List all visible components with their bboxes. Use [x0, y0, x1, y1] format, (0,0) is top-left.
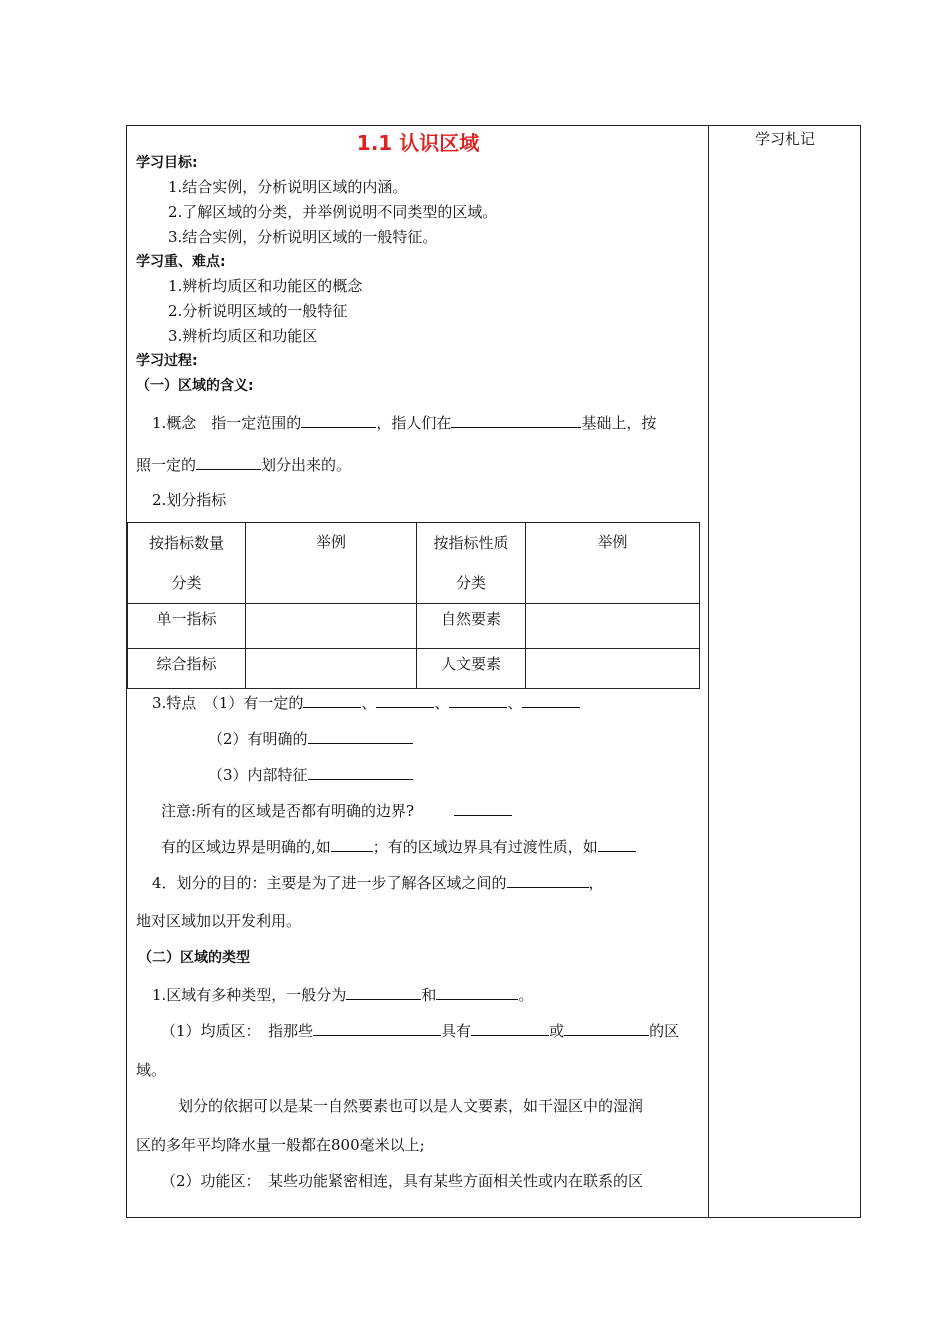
- uniform-region-line-2: 域。: [136, 1061, 167, 1079]
- process-heading: 学习过程:: [136, 353, 198, 369]
- notes-column-header: 学习札记: [754, 130, 815, 148]
- key-point-3: 3.辨析均质区和功能区: [168, 327, 318, 345]
- uniform-region-line-1: [161, 1020, 679, 1041]
- blank-field[interactable]: [308, 728, 413, 744]
- note-question: 注意:所有的区域是否都有明确的边界?: [161, 802, 415, 820]
- table-cell-composite-index: 综合指标: [128, 649, 246, 689]
- basis-line-1: 划分的依据可以是某一自然要素也可以是人文要素，如干湿区中的湿润: [178, 1097, 644, 1115]
- concept-line-2: [136, 454, 351, 475]
- blank-field[interactable]: [451, 412, 581, 428]
- section2-heading: （二）区域的类型: [138, 950, 250, 966]
- note-text-2: ；有的区域边界具有过渡性质，如: [372, 838, 598, 856]
- uniform-text-1: （1）均质区： 指那些: [161, 1022, 314, 1040]
- features-label-2: （2）有明确的: [208, 730, 308, 748]
- classification-table: [127, 522, 700, 689]
- section1-heading: （一）区域的含义:: [136, 378, 254, 394]
- note-text-1: 有的区域边界是明确的,如: [161, 838, 331, 856]
- separator: 、: [434, 694, 450, 712]
- blank-field[interactable]: [308, 764, 413, 780]
- table-header-example-2: 举例: [526, 523, 700, 604]
- blank-field[interactable]: [303, 692, 361, 708]
- table-cell-human-element: 人文要素: [417, 649, 526, 689]
- goal-item-1: 1.结合实例，分析说明区域的内涵。: [168, 178, 408, 196]
- goal-item-3: 3.结合实例，分析说明区域的一般特征。: [168, 228, 438, 246]
- blank-field[interactable]: [301, 412, 376, 428]
- key-points-heading: 学习重、难点:: [136, 254, 226, 270]
- blank-field[interactable]: [331, 836, 373, 852]
- index-heading: 2.划分指标: [152, 491, 227, 509]
- types-line-1: [152, 984, 533, 1005]
- note-line-2: [161, 836, 636, 857]
- blank-field[interactable]: [196, 454, 261, 470]
- types-end: 。: [518, 986, 534, 1004]
- purpose-text-1: 4．划分的目的：主要是为了进一步了解各区域之间的: [152, 874, 507, 892]
- types-and: 和: [421, 986, 437, 1004]
- separator: 、: [507, 694, 523, 712]
- concept-text-3: 基础上，按: [581, 414, 657, 432]
- purpose-line-2: 地对区域加以开发利用。: [136, 912, 302, 930]
- concept-text-5: 划分出来的。: [261, 456, 352, 474]
- goal-item-2: 2.了解区域的分类，并举例说明不同类型的区域。: [168, 203, 498, 221]
- basis-line-2: 区的多年平均降水量一般都在800毫米以上;: [136, 1136, 425, 1154]
- features-line-1: [152, 692, 580, 713]
- uniform-text-3: 或: [549, 1022, 565, 1040]
- features-label-1: 3.特点 （1）有一定的: [152, 694, 304, 712]
- table-cell-empty[interactable]: [526, 604, 700, 649]
- features-label-3: （3）内部特征: [208, 766, 308, 784]
- header-nature-line1: 按指标性质: [433, 534, 509, 552]
- blank-field[interactable]: [376, 692, 434, 708]
- lesson-title: 1.1 认识区域: [356, 131, 480, 155]
- header-quantity-line2: 分类: [171, 574, 202, 592]
- blank-field[interactable]: [598, 836, 636, 852]
- uniform-text-2: 具有: [441, 1022, 472, 1040]
- concept-text-2: ，指人们在: [376, 414, 452, 432]
- purpose-text-2: ，: [588, 874, 604, 892]
- key-point-1: 1.辨析均质区和功能区的概念: [168, 277, 363, 295]
- functional-region-line: （2）功能区： 某些功能紧密相连，具有某些方面相关性或内在联系的区: [161, 1172, 644, 1190]
- key-point-2: 2.分析说明区域的一般特征: [168, 302, 348, 320]
- blank-field[interactable]: [471, 1020, 549, 1036]
- header-nature-line2: 分类: [455, 574, 486, 592]
- blank-field[interactable]: [454, 800, 512, 816]
- blank-field[interactable]: [436, 984, 518, 1000]
- blank-field[interactable]: [449, 692, 507, 708]
- table-cell-empty[interactable]: [526, 649, 700, 689]
- blank-field[interactable]: [346, 984, 421, 1000]
- note-line-1: [161, 800, 512, 821]
- blank-field[interactable]: [507, 872, 589, 888]
- table-header-nature: [417, 523, 526, 604]
- notes-column-divider: [708, 125, 709, 1218]
- header-quantity-line1: 按指标数量: [148, 534, 224, 552]
- separator: 、: [361, 694, 377, 712]
- blank-field[interactable]: [522, 692, 580, 708]
- table-header-quantity: [128, 523, 246, 604]
- blank-field[interactable]: [313, 1020, 441, 1036]
- table-cell-empty[interactable]: [246, 649, 417, 689]
- types-text-1: 1.区域有多种类型，一般分为: [152, 986, 347, 1004]
- table-cell-single-index: 单一指标: [128, 604, 246, 649]
- concept-text-4: 照一定的: [136, 456, 197, 474]
- features-line-2: [208, 728, 413, 749]
- table-cell-empty[interactable]: [246, 604, 417, 649]
- goals-heading: 学习目标:: [136, 155, 198, 171]
- blank-field[interactable]: [564, 1020, 649, 1036]
- table-cell-natural-element: 自然要素: [417, 604, 526, 649]
- purpose-line-1: [152, 872, 604, 893]
- table-header-example-1: 举例: [246, 523, 417, 604]
- concept-line-1: [152, 412, 656, 433]
- concept-text-1: 1.概念 指一定范围的: [152, 414, 302, 432]
- uniform-text-4: 的区: [649, 1022, 680, 1040]
- features-line-3: [208, 764, 413, 785]
